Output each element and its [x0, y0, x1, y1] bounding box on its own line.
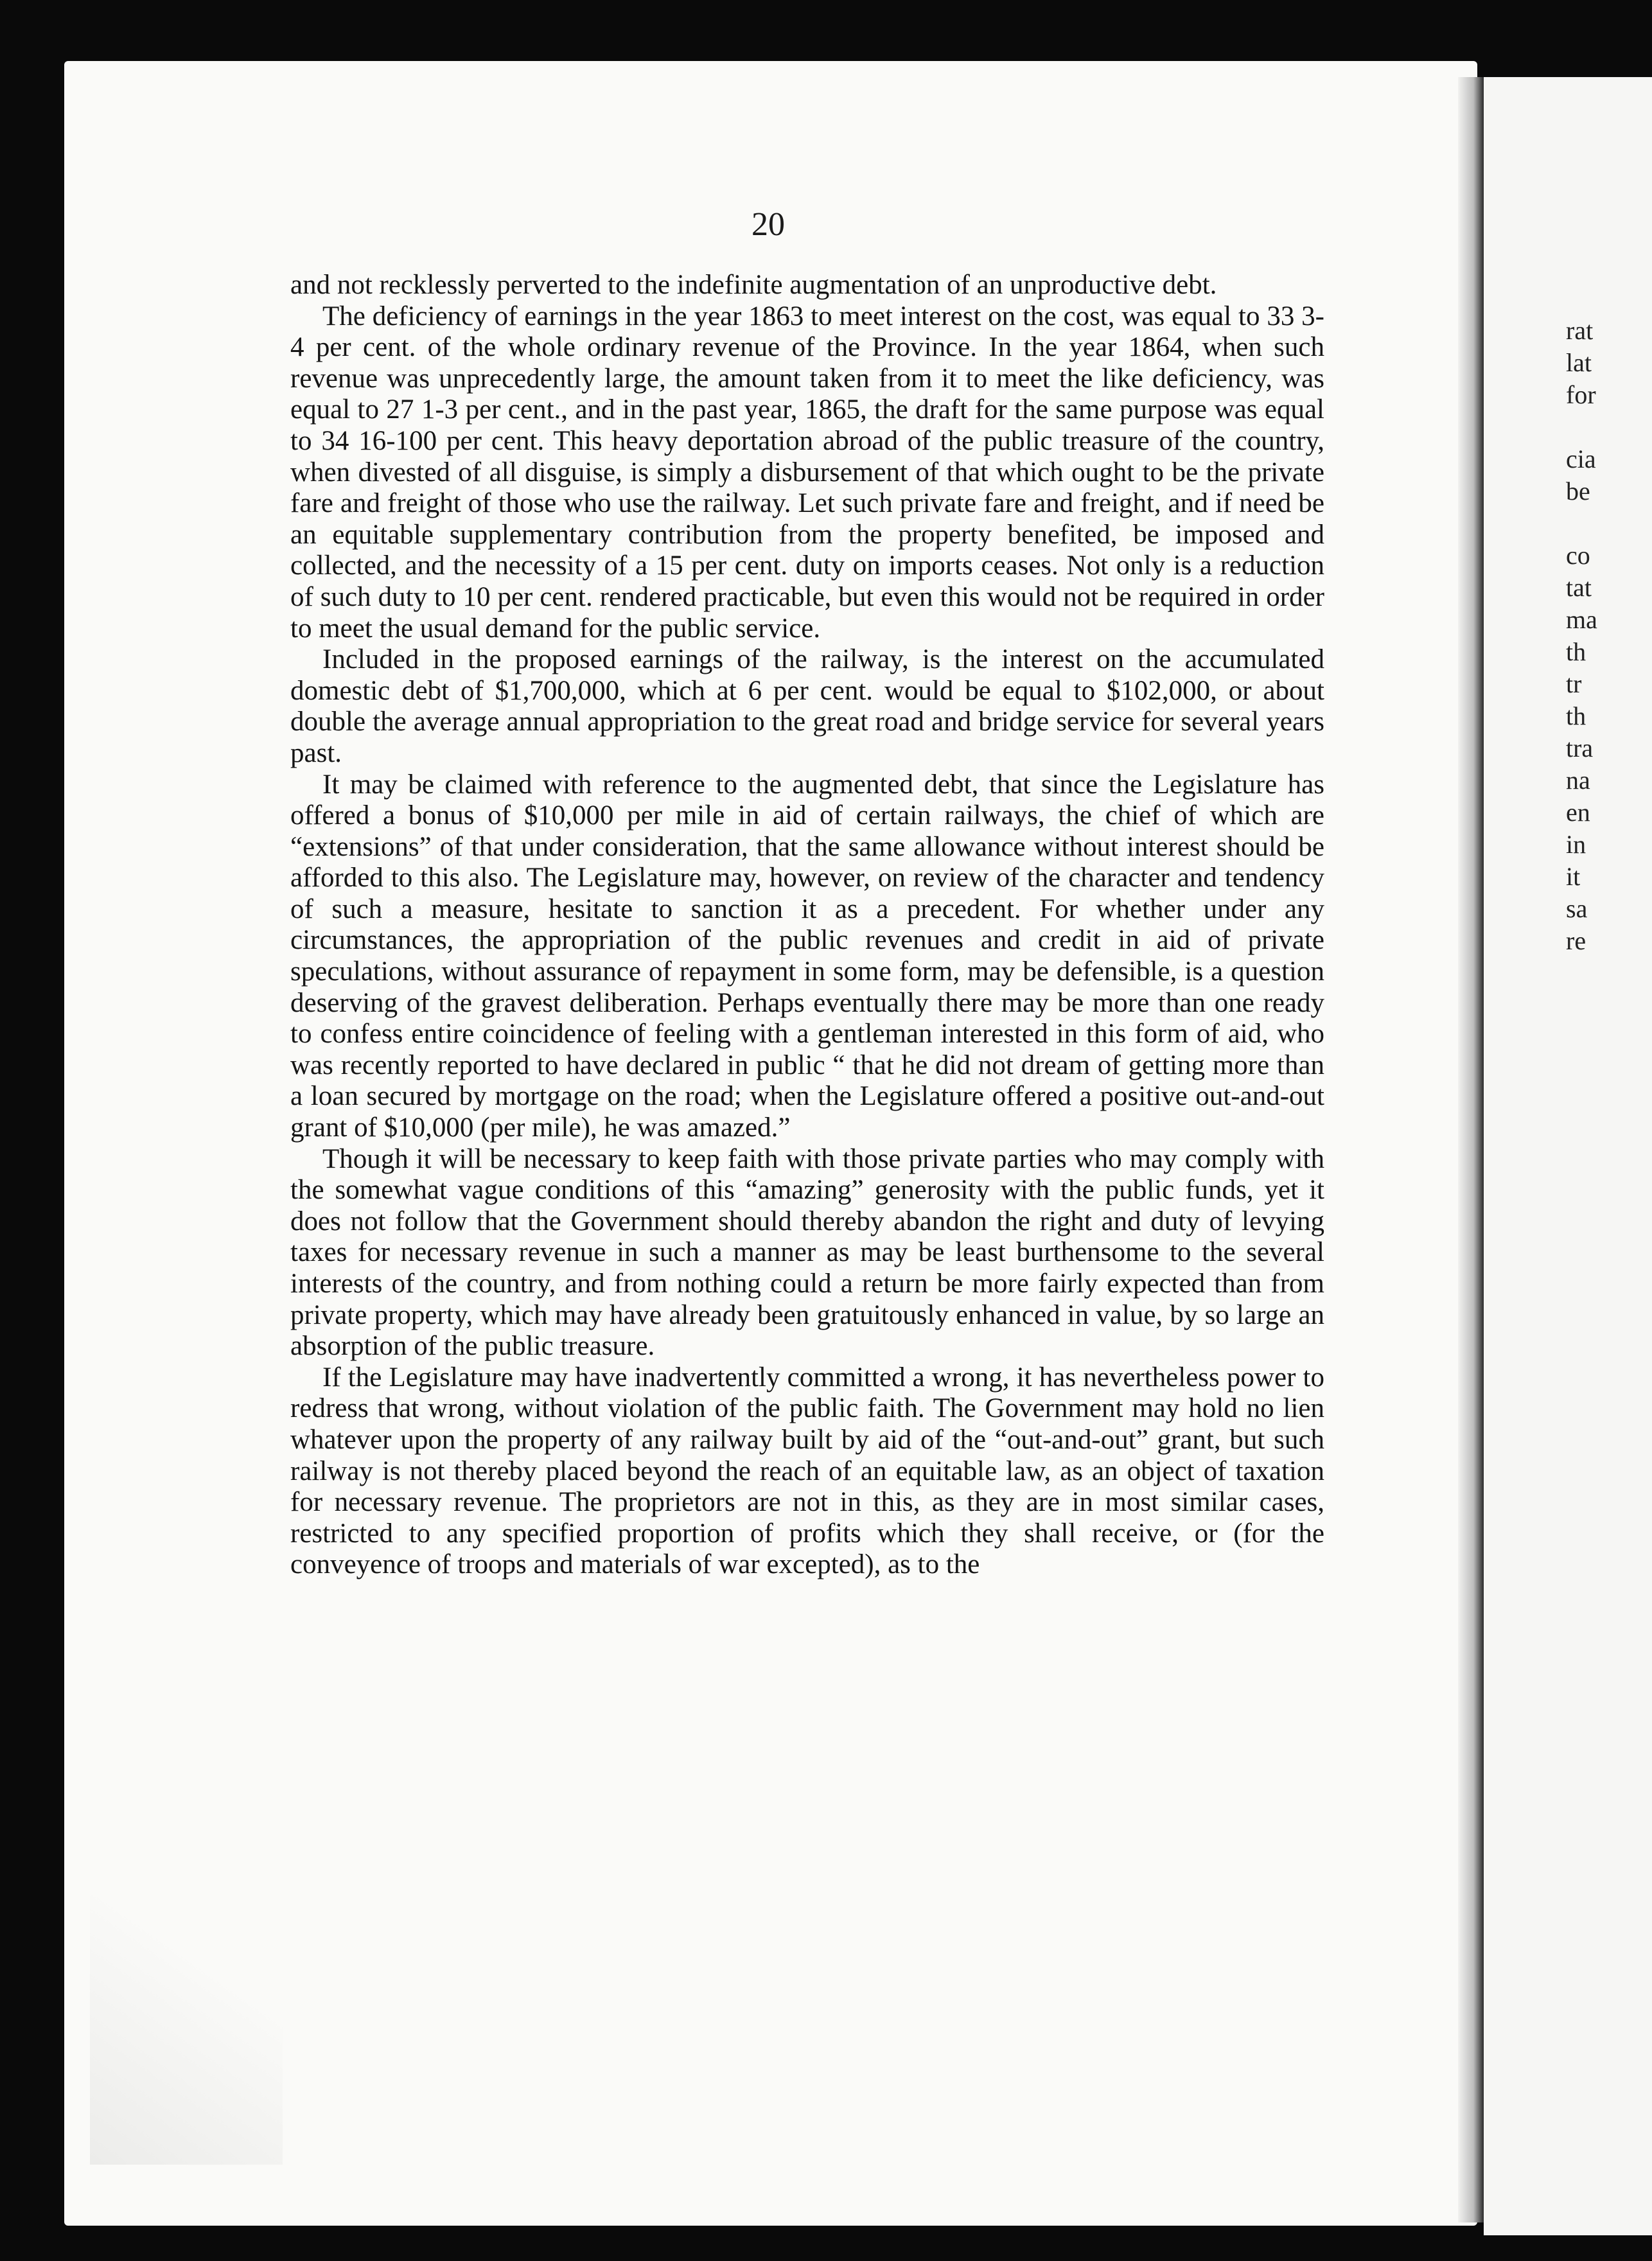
paragraph: It may be claimed with reference to the augmented debt, that since the Legislature has offered a bonus of $10,000 per mile in aid of certain railways, the chief of which are “extensions” of that under consideration, that the same allowance without interest should be afforded to this also. The Legislature may, however, on review of the character and tendency of such a measure, hesitate to sanction it as a precedent. For whether under any circumstances, the appropriation of the public revenues and credit in aid of private speculations, without assurance of repayment in some form, may be defensible, is a question deserving of the gravest deliberation. Perhaps eventually there may be more than one ready to confess entire coincidence of feeling with a gentleman interested in this form of aid, who was recently reported to have declared in public “ that he did not dream of getting more than a loan secured by mortgage on the road; when the Legislature offered a positive out-and-out grant of $10,000 (per mile), he was amazed.”: [290, 769, 1324, 1143]
adjacent-page-fragment: be: [1566, 477, 1590, 506]
paragraph: Included in the proposed earnings of the railway, is the interest on the accumulated domestic debt of $1,700,000, which at 6 per cent. would be equal to $102,000, or about double the average annual appropriation to the great road and bridge service for several years past.: [290, 644, 1324, 768]
adjacent-page-fragment: it: [1566, 862, 1581, 891]
adjacent-page-fragment: cia: [1566, 444, 1596, 473]
adjacent-page-fragment: rat: [1566, 316, 1594, 345]
adjacent-page-fragment: en: [1566, 798, 1590, 827]
adjacent-page-fragment: na: [1566, 766, 1590, 795]
adjacent-page-fragment: for: [1566, 380, 1596, 409]
page-corner-wear: [90, 1895, 283, 2165]
paragraph: If the Legislature may have inadvertently committed a wrong, it has nevertheless power to redress that wrong, without violation of the public faith. The Government may hold no lien whatever upon the property of any railway built by aid of the “out-and-out” grant, but such railway is not thereby placed beyond the reach of an equitable law, as an object of taxation for necessary revenue. The proprietors are not in this, as they are in most similar cases, restricted to any specified proportion of profits which they shall receive, or (for the conveyence of troops and materials of war excepted), as to the: [290, 1362, 1324, 1580]
book-gutter: [1458, 77, 1484, 2222]
body-text: [290, 270, 1324, 1581]
adjacent-page-fragment: tr: [1566, 669, 1582, 698]
adjacent-page: [1484, 77, 1652, 2235]
adjacent-page-fragment: th: [1566, 701, 1586, 730]
adjacent-page-fragment: re: [1566, 926, 1586, 955]
adjacent-page-fragment: sa: [1566, 894, 1588, 923]
adjacent-page-fragment: co: [1566, 541, 1590, 570]
paragraph: Though it will be necessary to keep faith with those private parties who may comply with the somewhat vague conditions of this “amazing” generosity with the public funds, yet it does not follow that the Government should thereby abandon the right and duty of levying taxes for necessary revenue in such a manner as may be least burthensome to the several interests of the country, and from nothing could a return be more fairly expected than from private property, which may have already been gratuitously enhanced in value, by so large an absorption of the public treasure.: [290, 1143, 1324, 1362]
adjacent-page-fragment: th: [1566, 637, 1586, 666]
page-number: 20: [751, 206, 785, 243]
adjacent-page-fragment: in: [1566, 830, 1586, 859]
adjacent-page-fragment: ma: [1566, 605, 1597, 634]
paragraph: and not recklessly perverted to the indefinite augmentation of an unproductive debt.: [290, 270, 1217, 300]
paragraph: The deficiency of earnings in the year 1863 to meet interest on the cost, was equal to 33 3-4 per cent. of the whole ordinary revenue of the Province. In the year 1864, when such revenue was unprecedently large, the amount taken from it to meet the like deficiency, was equal to 27 1-3 per cent., and in the past year, 1865, the draft for the same purpose was equal to 34 16-100 per cent. This heavy deportation abroad of the public treasure of the country, when divested of all disguise, is simply a disbursement of that which ought to be the private fare and freight of those who use the railway. Let such private fare and freight, and if need be an equitable supplementary contribution from the property benefited, be imposed and collected, and the necessity of a 15 per cent. duty on imports ceases. Not only is a reduction of such duty to 10 per cent. rendered practicable, but even this would not be required in order to meet the usual demand for the public service.: [290, 301, 1324, 644]
adjacent-page-fragment: tat: [1566, 573, 1592, 602]
adjacent-page-fragment: tra: [1566, 734, 1594, 762]
adjacent-page-fragment: lat: [1566, 348, 1592, 377]
